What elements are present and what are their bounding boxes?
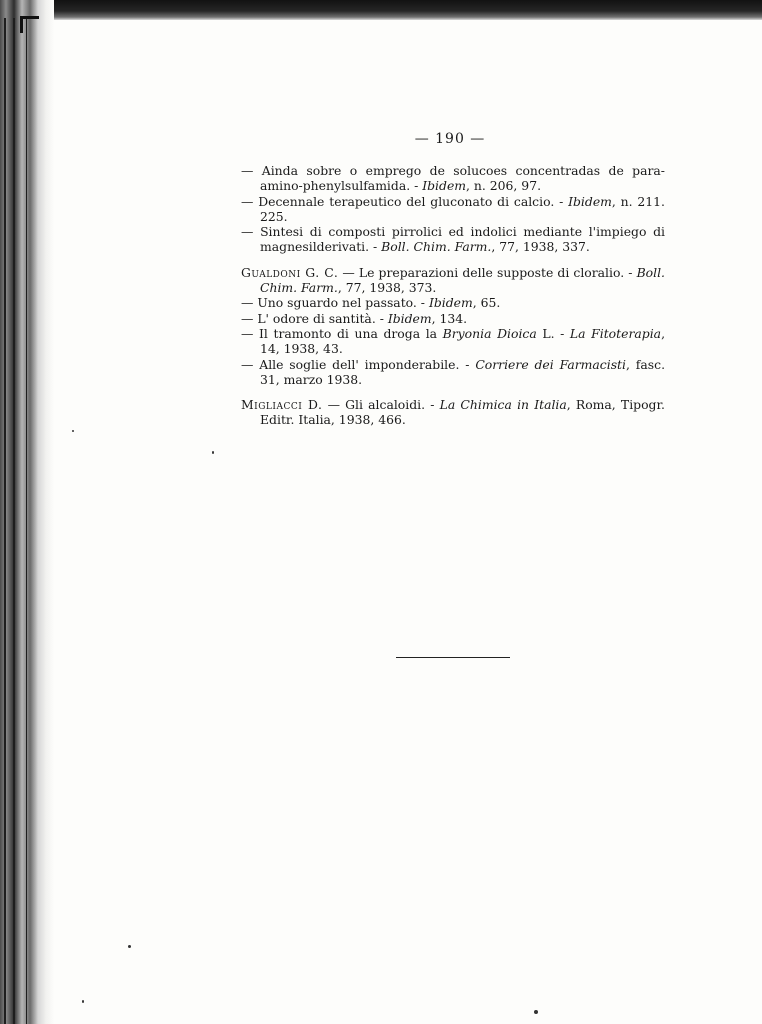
scan-corner-mark [20, 16, 39, 33]
reference-entry: — L' odore di santità. - Ibidem, 134. [241, 310, 468, 326]
scan-speck [534, 1010, 538, 1014]
author-name: Migliacci D. [241, 397, 323, 413]
scan-speck [82, 1000, 84, 1003]
reference-entry: — Sintesi di composti pirrolici ed indolici mediante l'impiego di magnesilderivati. - Boll. Chim. Farm., 77, 1938, 337. [241, 224, 665, 255]
reference-entry: — Il tramonto di una droga la Bryonia Dioica L. - La Fitoterapia, 14, 1938, 43. [241, 325, 666, 357]
references-list [241, 163, 665, 428]
scan-speck [128, 945, 131, 948]
page-number: — 190 — [414, 131, 486, 147]
reference-entry: Migliacci D. — Gli alcaloidi. - La Chimica in Italia, Roma, Tipogr. Editr. Italia, 1938, 466. [241, 397, 665, 428]
author-name: Gualdoni G. C. [241, 264, 339, 280]
scan-edge-stripe [13, 18, 15, 1024]
scan-edge-stripe [4, 18, 6, 1024]
reference-entry: — Decennale terapeutico del gluconato di calcio. - Ibidem, n. 211. 225. [241, 193, 665, 224]
scan-left-border [0, 0, 54, 1024]
scan-edge-stripe [26, 18, 27, 1024]
scan-top-border [0, 0, 762, 20]
reference-entry: Gualdoni G. C. — Le preparazioni delle supposte di cloralio. - Boll. Chim. Farm., 77, 1938, 373. [241, 264, 665, 296]
section-divider-rule [396, 657, 510, 658]
scan-speck [212, 451, 214, 454]
reference-entry: — Alle soglie dell' imponderabile. - Corriere dei Farmacisti, fasc. 31, marzo 1938. [241, 356, 666, 387]
reference-entry: — Ainda sobre o emprego de solucoes concentradas de para-amino-phenylsulfamida. - Ibidem, n. 206, 97. [241, 163, 665, 194]
scan-speck [72, 430, 74, 432]
reference-entry: — Uno sguardo nel passato. - Ibidem, 65. [241, 295, 501, 311]
